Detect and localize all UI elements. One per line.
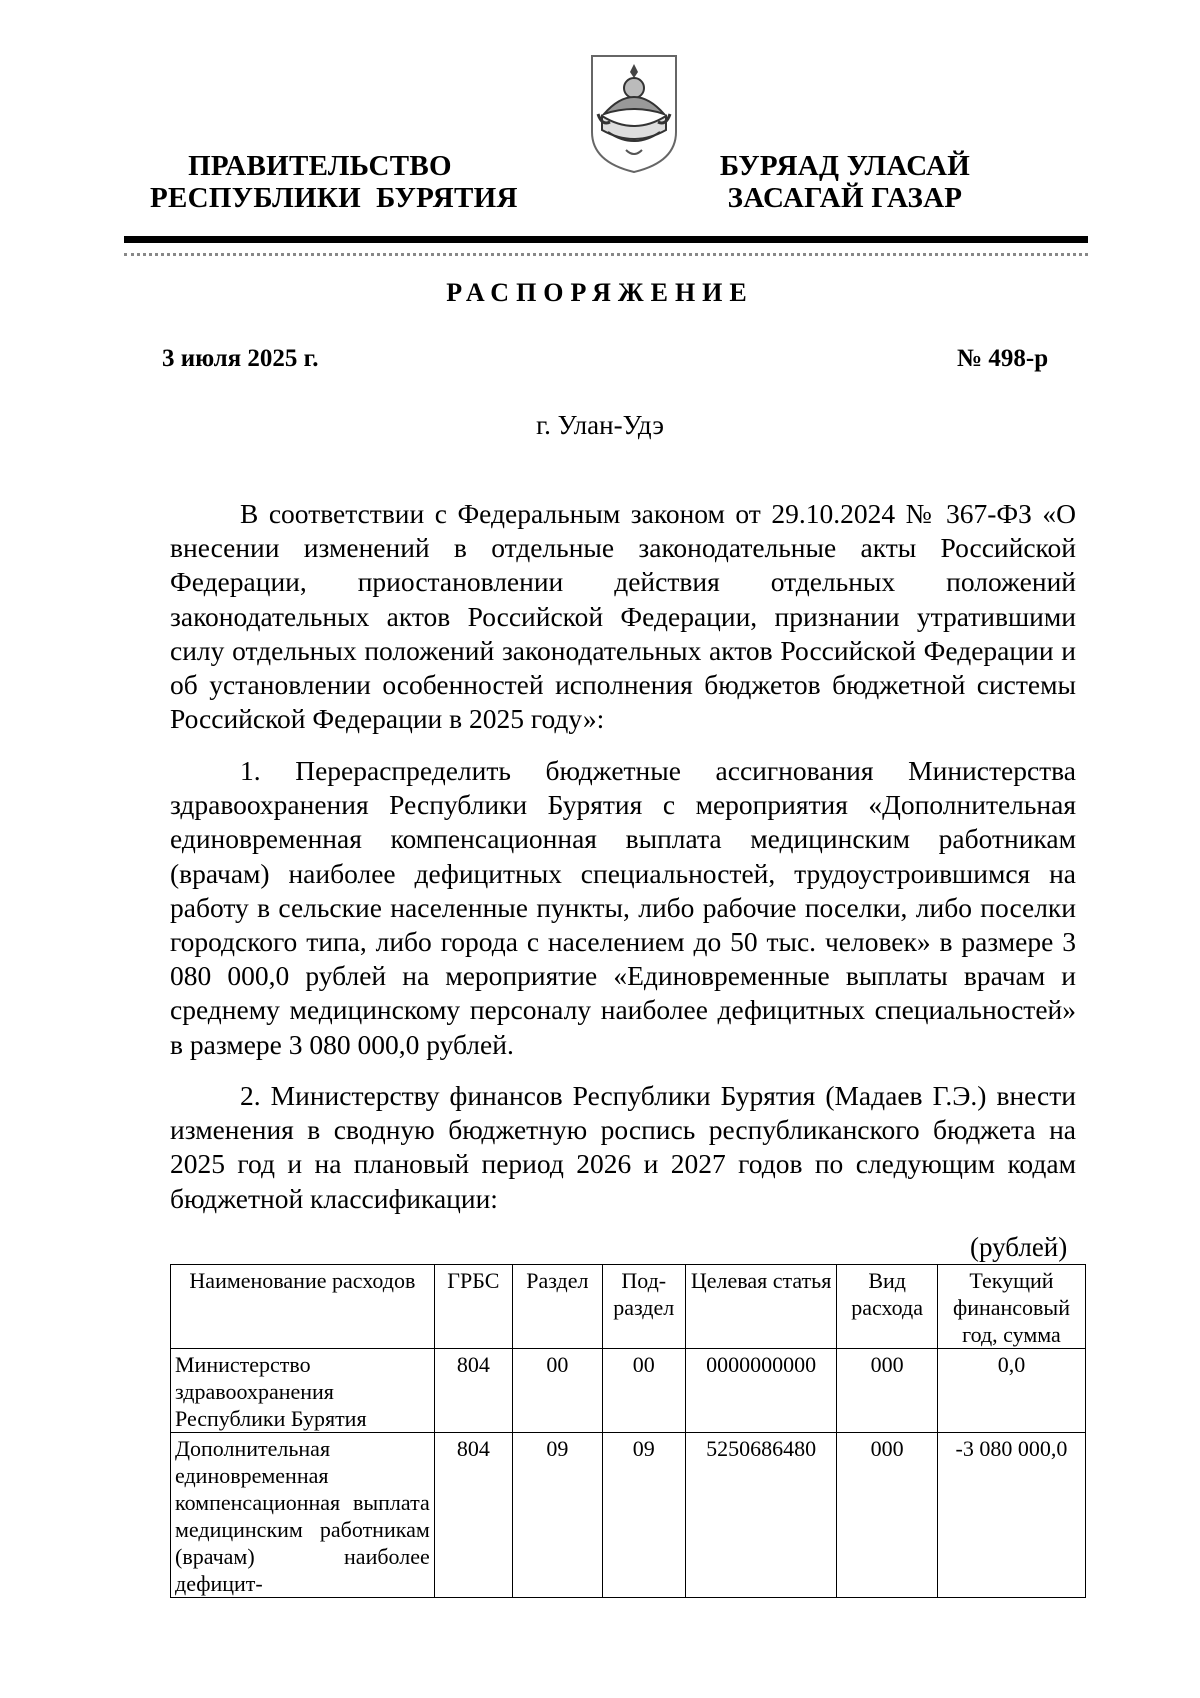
cell-name: Дополнительная единовременная компенсационная выплата медицинским работникам (врачам) наиболее дефицит- — [171, 1433, 435, 1598]
table-header-row — [171, 1265, 1086, 1349]
budget-classification-table — [170, 1264, 1086, 1598]
cell-subsection: 09 — [602, 1433, 685, 1598]
document-date: 3 июля 2025 г. — [162, 345, 319, 372]
header-right-line-2: ЗАСАГАЙ ГАЗАР — [727, 182, 963, 214]
cell-section: 00 — [512, 1349, 602, 1433]
cell-grbs: 804 — [434, 1433, 512, 1598]
cell-name: Министерство здравоохранения Республики Бурятия — [171, 1349, 435, 1433]
header-right-line-1: БУРЯАД УЛАСАЙ — [719, 150, 971, 182]
header-grbs: ГРБС — [434, 1265, 512, 1349]
cell-subsection: 00 — [602, 1349, 685, 1433]
cell-target: 0000000000 — [685, 1349, 837, 1433]
table-row — [171, 1349, 1086, 1433]
cell-sum: -3 080 000,0 — [937, 1433, 1085, 1598]
header-sum: Текущий финансовый год, сумма — [937, 1265, 1085, 1349]
paragraph-item-2: 2. Министерству финансов Республики Бурятия (Мадаев Г.Э.) внести изменения в сводную бюджетную роспись республиканского бюджета на 2025 год и на плановый период 2026 и 2027 годов по следующим кодам бюджетной классификации: — [170, 1080, 1076, 1214]
header-subsection: Под-раздел — [602, 1265, 685, 1349]
header-left-line-2: РЕСПУБЛИКИ БУРЯТИЯ — [150, 182, 518, 214]
header-section: Раздел — [512, 1265, 602, 1349]
header-divider-thin — [124, 253, 1088, 256]
header-divider-thick — [124, 236, 1088, 243]
cell-sum: 0,0 — [937, 1349, 1085, 1433]
document-city: г. Улан-Удэ — [536, 410, 664, 440]
header-target: Целевая статья — [685, 1265, 837, 1349]
cell-kind: 000 — [837, 1433, 938, 1598]
cell-kind: 000 — [837, 1349, 938, 1433]
header-left-line-1: ПРАВИТЕЛЬСТВО — [188, 150, 452, 182]
table-row — [171, 1433, 1086, 1598]
cell-section: 09 — [512, 1433, 602, 1598]
cell-target: 5250686480 — [685, 1433, 837, 1598]
document-number: № 498-р — [957, 345, 1049, 372]
coat-of-arms-icon — [586, 52, 682, 176]
government-name-russian — [150, 150, 518, 214]
paragraph-item-1: 1. Перераспределить бюджетные ассигнования Министерства здравоохранения Республики Бурятия с мероприятия «Дополнительная единовременная компенсационная выплата медицинским работникам (врачам) наиболее дефицитных специальностей, трудоустроившимся на работу в сельские населенные пункты, либо рабочие поселки, либо поселки городского типа, либо города с населением до 50 тыс. человек» в размере 3 080 000,0 рублей на мероприятие «Единовременные выплаты врачам и среднему медицинскому персоналу наиболее дефицитных специальностей» в размере 3 080 000,0 рублей. — [170, 755, 1076, 1060]
cell-grbs: 804 — [434, 1349, 512, 1433]
table-unit-label: (рублей) — [970, 1232, 1068, 1262]
government-name-buryat — [710, 150, 980, 214]
document-title: РАСПОРЯЖЕНИЕ — [446, 278, 754, 307]
header-name: Наименование расходов — [171, 1265, 435, 1349]
paragraph-preamble: В соответствии с Федеральным законом от 29.10.2024 № 367-ФЗ «О внесении изменений в отдельные законодательные акты Российской Федерации, приостановлении действия отдельных положений законодательных актов Российской Федерации, признании утратившими силу отдельных положений законодательных актов Российской Федерации и об установлении особенностей исполнения бюджетов бюджетной системы Российской Федерации в 2025 году»: — [170, 498, 1076, 735]
header-kind: Вид расхода — [837, 1265, 938, 1349]
